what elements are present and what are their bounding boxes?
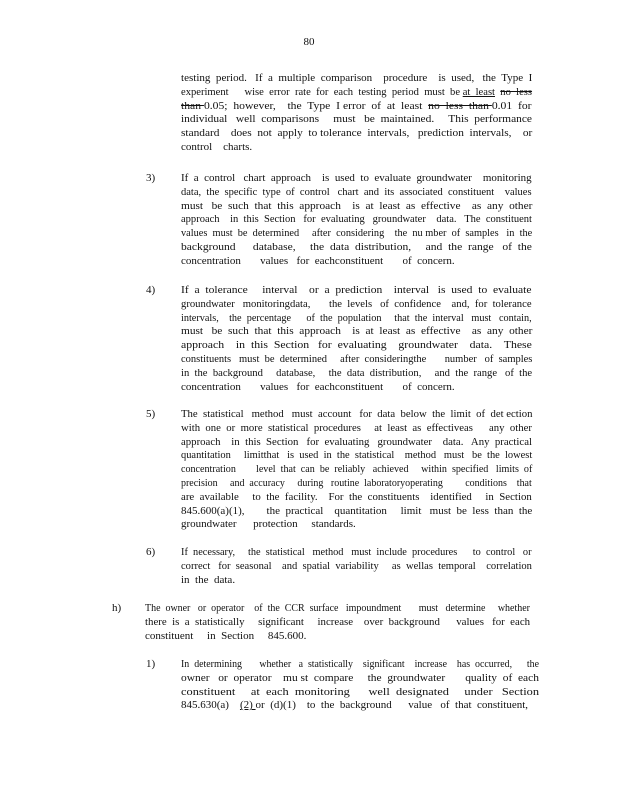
list-marker: 1)	[146, 658, 156, 670]
text-line	[181, 449, 532, 463]
text-line	[181, 658, 539, 672]
text-line	[181, 408, 532, 422]
list-marker: 5)	[146, 408, 156, 420]
text-run: control charts.	[181, 141, 253, 153]
text-line	[181, 100, 532, 114]
text-line	[181, 312, 532, 326]
text-line	[145, 602, 530, 616]
text-run: 0.05; however, the Type I error of at least	[203, 99, 429, 112]
text-line	[181, 186, 532, 200]
text-run: If necessary, the statistical method must include procedures to control or	[181, 546, 532, 558]
text-line	[181, 141, 252, 155]
text-line	[145, 630, 306, 644]
strikethrough-text: no less	[500, 85, 533, 98]
text-run: constituents must be determined after consideringthe number of samples	[181, 353, 533, 365]
text-line	[181, 227, 532, 241]
text-line	[145, 616, 530, 630]
text-line	[181, 241, 532, 255]
text-run: concentration values for eachconstituent of concern.	[181, 380, 455, 393]
text-line	[181, 213, 532, 227]
list-marker: 6)	[146, 546, 156, 558]
text-run: 845.600(a)(1), the practical quantitation limit must be less than the	[181, 504, 533, 517]
text-line	[181, 546, 532, 560]
text-line	[181, 560, 532, 574]
text-run: in the background database, the data distribution, and the range of the	[181, 366, 533, 379]
text-run: precision and accuracy during routine laboratoryoperating conditions that	[181, 477, 532, 489]
text-line	[181, 422, 532, 436]
text-run: intervals, the percentage of the population that the interval must contain,	[181, 311, 532, 324]
text-line	[181, 113, 532, 127]
text-run: groundwater monitoringdata, the levels of confidence and, for tolerance	[181, 297, 532, 310]
underlined-text: at least	[462, 85, 496, 98]
text-run: there is a statistically significant increase over background values for each	[145, 615, 531, 628]
text-run: constituent at each monitoring well designated under Section	[181, 685, 540, 698]
text-line	[181, 463, 532, 477]
text-run: owner or operator mu st compare the groundwater quality of each	[181, 671, 539, 684]
list-marker: 3)	[146, 172, 156, 184]
text-run: 845.630(a)	[181, 699, 240, 712]
text-line	[181, 518, 356, 532]
list-marker: 4)	[146, 284, 156, 296]
text-line	[181, 436, 532, 450]
text-run: The owner or operator of the CCR surface impoundment must determine whether	[145, 602, 530, 614]
underlined-text: (2)	[239, 699, 256, 712]
list-marker: h)	[112, 602, 122, 614]
text-line	[181, 686, 539, 700]
text-run: in the data.	[181, 573, 236, 586]
text-line	[181, 298, 532, 312]
text-run: concentration values for eachconstituent of concern.	[181, 254, 455, 267]
text-run: values must be determined after considering the nu mber of samples in the	[181, 227, 533, 240]
text-run: approach in this Section for evaluating groundwater data. The constituent	[181, 213, 532, 226]
text-run: correct for seasonal and spatial variability as wellas temporal correlation	[181, 559, 532, 572]
text-run: standard does not apply to tolerance intervals, prediction intervals, or	[181, 127, 533, 140]
text-run: 0.01 for	[491, 99, 532, 112]
text-line	[181, 672, 539, 686]
text-run: or (d)(1) to the background value of that constituent,	[255, 699, 529, 712]
text-line	[181, 574, 235, 588]
text-run: must be such that this approach is at least as effective as any other	[181, 199, 533, 212]
text-run: If a tolerance interval or a prediction interval is used to evaluate	[181, 284, 532, 296]
text-run: testing period. If a multiple comparison procedure is used, the Type I	[181, 72, 533, 84]
text-run: constituent in Section 845.600.	[145, 629, 307, 642]
strikethrough-text: than	[181, 99, 204, 112]
text-line	[181, 72, 532, 86]
text-line	[181, 172, 532, 186]
text-line	[181, 284, 532, 298]
text-line	[181, 381, 455, 395]
text-line	[181, 353, 532, 367]
text-run: data, the specific type of control chart and its associated constituent values	[181, 185, 532, 198]
text-line	[181, 699, 528, 713]
text-run: approach in this Section for evaluating groundwater data. These	[181, 339, 532, 352]
text-run: The statistical method must account for data below the limit of det ection	[181, 408, 533, 420]
text-run: background database, the data distribution, and the range of the	[181, 241, 532, 253]
text-line	[181, 491, 532, 505]
text-line	[181, 339, 532, 353]
text-run: quantitation limitthat is used in the statistical method must be the lowest	[181, 449, 533, 462]
text-line	[181, 325, 532, 339]
text-line	[181, 477, 532, 491]
text-run: experiment wise error rate for each testing period must be	[181, 85, 463, 98]
text-run: If a control chart approach is used to evaluate groundwater monitoring	[181, 172, 532, 184]
text-line	[181, 505, 532, 519]
page-number: 80	[303, 36, 315, 48]
text-run: approach in this Section for evaluating groundwater data. Any practical	[181, 435, 532, 448]
text-line	[181, 86, 532, 100]
text-line	[181, 200, 532, 214]
text-line	[181, 255, 455, 269]
text-run: must be such that this approach is at least as effective as any other	[181, 325, 533, 338]
text-run: In determining whether a statistically significant increase has occurred, the	[181, 658, 540, 670]
text-run: groundwater protection standards.	[181, 518, 356, 531]
text-run: concentration level that can be reliably achieved within specified limits of	[181, 463, 533, 476]
text-run: with one or more statistical procedures at least as effectiveas any other	[181, 421, 532, 434]
text-line	[181, 367, 532, 381]
strikethrough-text: no less than	[428, 99, 492, 112]
text-run: individual well comparisons must be maintained. This performance	[181, 113, 532, 126]
text-run: are available to the facility. For the constituents identified in Section	[181, 490, 532, 503]
text-line	[181, 127, 532, 141]
